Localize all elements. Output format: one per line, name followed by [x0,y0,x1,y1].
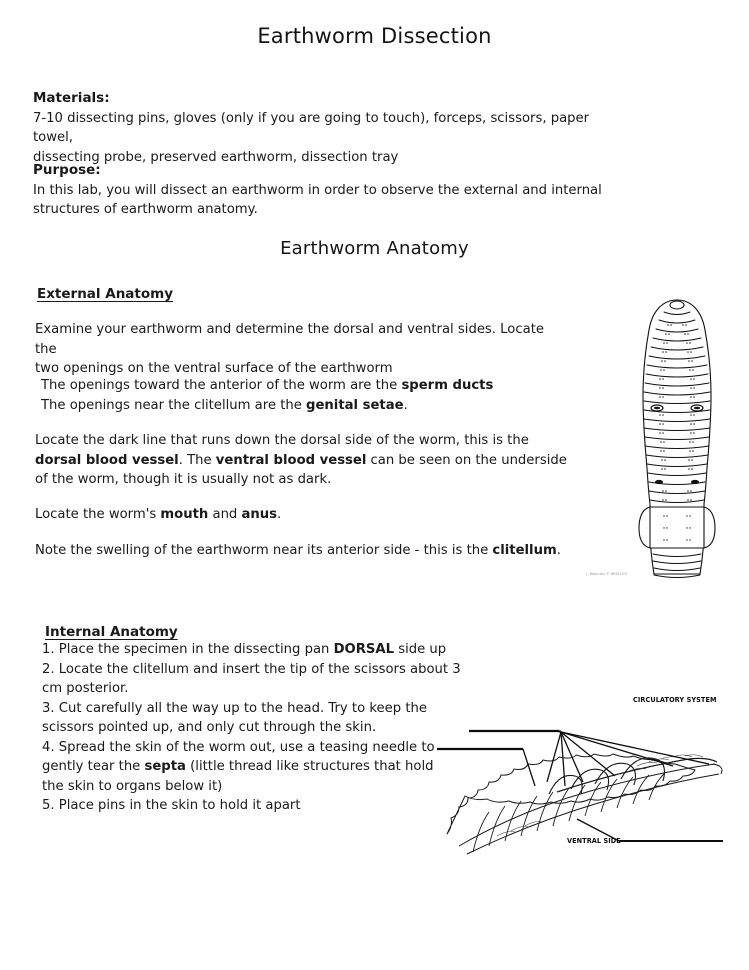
external-p1-line-2: two openings on the ventral surface of the earthworm [35,361,393,376]
internal-step-4-line-1: 4. Spread the skin of the worm out, use a teasing needle to [42,739,435,755]
ventral-side-label: VENTRAL SIDE [567,836,621,845]
internal-step-3-line-2: scissors pointed up, and only cut through the skin. [42,720,377,735]
term-sperm-ducts: sperm ducts [401,378,494,393]
term-dorsal: DORSAL [333,642,395,657]
materials-section [33,89,613,167]
worm-figure-credit: J. Beaulieu © WHOZOO [586,572,628,576]
term-dorsal-blood-vessel: dorsal blood vessel [35,452,179,468]
subheading-external-anatomy: External Anatomy [37,286,174,302]
external-list-item-1 [41,376,571,396]
circulatory-system-label: CIRCULATORY SYSTEM [633,695,717,704]
materials-line-2: dissecting probe, preserved earthworm, dissection tray [33,149,399,165]
external-p2-part-e: can be seen on the underside of the worm, though it is usually not as dark. [35,452,567,487]
external-p4-part-c: . [556,543,561,558]
internal-step-3-line-1: 3. Cut carefully all the way up to the head. Try to keep the [42,700,427,716]
external-p3-part-e: . [277,507,282,522]
external-openings-list [41,376,571,415]
step-1-part-b: side up [394,642,447,657]
purpose-line-2: structures of earthworm anatomy. [33,202,258,217]
term-anus: anus [241,507,278,522]
earthworm-ventral-view-diagram [612,296,742,586]
external-p4-part-a: Note the swelling of the earthworm near its anterior side - this is the [35,543,493,558]
materials-label: Materials: [33,90,110,106]
external-paragraph-2 [35,431,573,490]
external-p1-line-1: Examine your earthworm and determine the dorsal and ventral sides. Locate the [35,322,544,357]
internal-step-4-line-3: the skin to organs below it) [42,778,223,794]
external-paragraph-4 [35,541,575,561]
internal-step-4-line-2 [42,757,462,777]
purpose-section [33,161,603,220]
term-genital-setae: genital setae [306,397,404,413]
earthworm-circulatory-system-diagram [437,686,749,861]
internal-step-1 [42,640,462,660]
external-paragraph-1 [35,320,565,379]
internal-steps-list [42,640,462,816]
external-p3-part-a: Locate the worm's [35,507,161,522]
list-item-2-period: . [403,397,408,413]
external-p3-part-c: and [208,507,242,522]
term-clitellum: clitellum [492,543,557,558]
internal-step-2: 2. Locate the clitellum and insert the tip of the scissors about 3 cm posterior. [42,661,461,696]
list-item-2-text: The openings near the clitellum are the [41,397,307,413]
materials-line-1: 7-10 dissecting pins, gloves (only if you are going to touch), forceps, scissors, paper towel, [33,110,590,145]
external-p2-part-c: . The [178,452,216,468]
external-list-item-2 [41,396,571,416]
step-4-part-b: (little thread like structures that hold [185,759,434,774]
page-title: Earthworm Dissection [257,24,492,48]
subheading-internal-anatomy: Internal Anatomy [45,624,178,640]
list-item-1-text: The openings toward the anterior of the worm are the [41,378,402,393]
term-mouth: mouth [160,507,209,522]
internal-step-5: 5. Place pins in the skin to hold it apart [42,798,301,813]
term-septa: septa [144,759,186,774]
purpose-label: Purpose: [33,162,101,178]
external-p2-part-a: Locate the dark line that runs down the dorsal side of the worm, this is the [35,433,529,448]
external-paragraph-3 [35,505,555,525]
purpose-line-1: In this lab, you will dissect an earthworm in order to observe the external and internal [33,182,602,198]
section-heading-earthworm-anatomy: Earthworm Anatomy [280,238,469,259]
term-ventral-blood-vessel: ventral blood vessel [215,452,367,468]
step-4-part-a: gently tear the [42,759,145,774]
step-1-part-a: 1. Place the specimen in the dissecting pan [42,642,334,657]
